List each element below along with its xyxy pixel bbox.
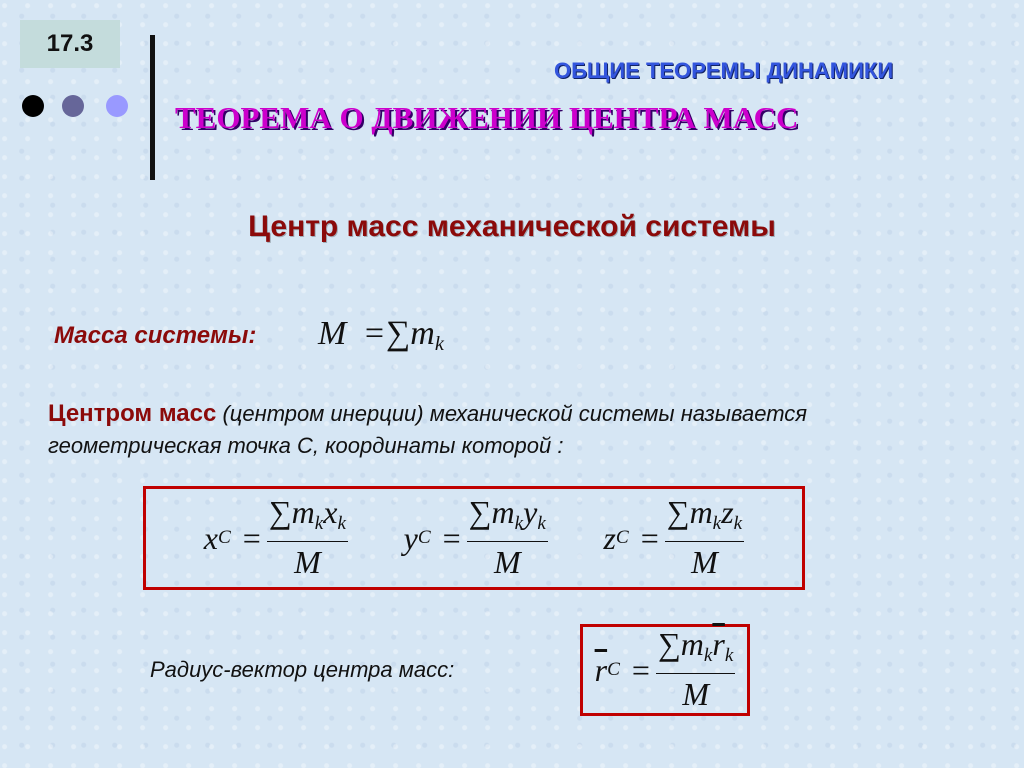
- formula-var: x: [203, 519, 218, 556]
- formula-eq: =: [242, 519, 261, 556]
- mass-formula: [318, 315, 444, 356]
- formula-sub-k: k: [733, 512, 743, 534]
- bullet-dot-slate: [62, 95, 84, 117]
- formula-m: m: [410, 315, 435, 352]
- slide-number: 17.3: [20, 20, 120, 68]
- fraction-formula: [603, 494, 744, 583]
- coordinates-formula-box: [143, 486, 805, 590]
- formula-sub-k: k: [703, 644, 713, 666]
- formula-sub-k: k: [337, 512, 347, 534]
- formula-var: z: [603, 519, 616, 556]
- fraction: [656, 626, 735, 715]
- slide-title: ТЕОРЕМА О ДВИЖЕНИИ ЦЕНТРА МАСС: [175, 100, 799, 135]
- formula-sub-k: k: [314, 512, 324, 534]
- formula-lhs: M: [318, 315, 347, 352]
- formula-sub-c: C: [217, 527, 231, 548]
- numerator: [267, 494, 348, 543]
- formula-var: $\overline{r}$: [594, 651, 608, 688]
- fraction-formula: [204, 494, 348, 583]
- fraction: [665, 494, 744, 583]
- fraction-formula: [404, 494, 548, 583]
- formula-eq: =: [364, 315, 385, 352]
- formula-sub-k: k: [724, 644, 734, 666]
- formula-sub-c: C: [417, 527, 431, 548]
- fraction: [467, 494, 548, 583]
- formula-var: x: [323, 493, 338, 530]
- formula-m: m: [689, 493, 713, 530]
- formula-eq: =: [631, 651, 650, 688]
- mass-label: Масса системы:: [54, 322, 257, 349]
- formula-sub-c: C: [615, 527, 629, 548]
- numerator: [467, 494, 548, 543]
- fraction: [267, 494, 348, 583]
- formula-m: m: [291, 493, 315, 530]
- numerator: [656, 626, 735, 675]
- definition-text: [48, 398, 978, 462]
- radius-vector-label: Радиус-вектор центра масс:: [150, 657, 455, 682]
- denominator: M: [682, 676, 709, 713]
- formula-var: y: [403, 519, 418, 556]
- formula-m: m: [680, 625, 704, 662]
- numerator: [665, 494, 744, 543]
- formula-eq: =: [442, 519, 461, 556]
- formula-m: m: [491, 493, 515, 530]
- section-title: ОБЩИЕ ТЕОРЕМЫ ДИНАМИКИ: [554, 58, 894, 83]
- radius-vector-formula-box: [580, 624, 750, 716]
- formula-var: y: [523, 493, 538, 530]
- fraction-formula: [595, 626, 736, 715]
- sum-symbol: ∑: [468, 493, 492, 530]
- formula-sub: k: [434, 333, 444, 356]
- sum-symbol: ∑: [657, 625, 681, 662]
- sum-symbol: ∑: [268, 493, 292, 530]
- formula-var: z: [721, 493, 734, 530]
- bullet-dot-black: [22, 95, 44, 117]
- formula-sub-k: k: [514, 512, 524, 534]
- formula-var: $\overline{r}$: [712, 625, 725, 662]
- formula-sub-k: k: [537, 512, 546, 534]
- sum-symbol: ∑: [386, 315, 411, 352]
- formula-sub-k: k: [712, 512, 722, 534]
- denominator: M: [493, 544, 521, 581]
- definition-term: Центром масс: [48, 400, 217, 427]
- formula-sub-c: C: [607, 659, 620, 680]
- formula-eq: =: [640, 519, 659, 556]
- subtitle: Центр масс механической системы: [248, 210, 776, 243]
- bullet-dot-lavender: [106, 95, 128, 117]
- denominator: M: [294, 544, 321, 581]
- definition-rest: (центром инерции) механической системы называется геометрическая точка С, координаты которой :: [48, 401, 808, 458]
- vertical-divider: [150, 35, 155, 180]
- denominator: M: [691, 544, 718, 581]
- sum-symbol: ∑: [666, 493, 690, 530]
